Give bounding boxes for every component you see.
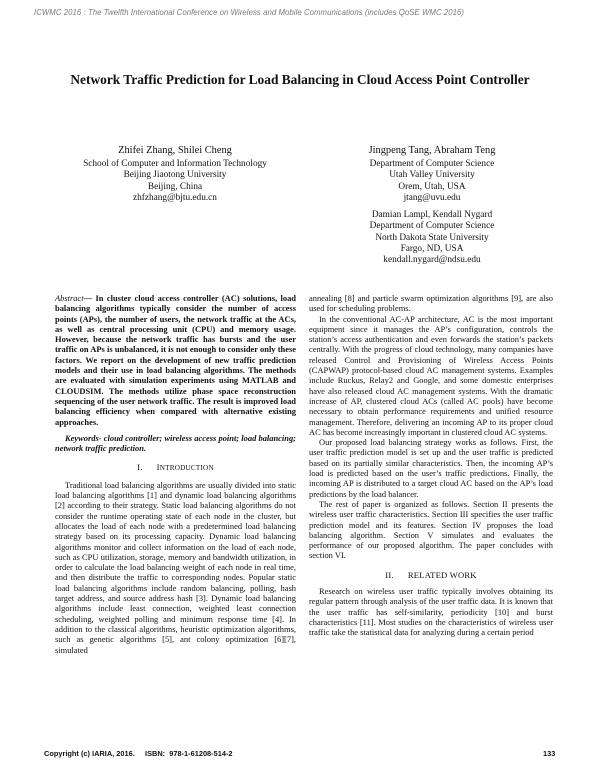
author-university: North Dakota State University	[375, 232, 489, 243]
footer-copyright: Copyright (c) IARIA, 2016. ISBN: 978-1-61208-514-2	[44, 749, 233, 758]
author-university: Utah Valley University	[389, 170, 475, 181]
author-email: zhfzhang@bjtu.edu.cn	[133, 192, 217, 203]
related-work-paragraph-1: Research on wireless user traffic typically involves obtaining its regular pattern through analysis of the user traffic data. It is known that the user traffic has self-similarity, periodicity [10] and burst characteristics [11]. Most studies on the characteristics of wireless user traffic take the statistical data for analyzing during a certain period	[309, 586, 553, 638]
keywords-body: cloud controller; wireless access point; load balancing; network traffic prediction.	[55, 432, 296, 454]
section-heading-introduction	[55, 462, 296, 473]
intro-paragraph-3: Our proposed load balancing strategy works as follows. First, the user traffic prediction model is set up and the user traffic is predicted based on its partially similar characteristics. Then, the incoming AP’s load is predicted based on the user’s traffic predictions. Finally, the incoming AP is distributed to a target cloud AC based on the AP’s load predictions by the load balancer.	[309, 437, 553, 499]
intro-paragraph-1: Traditional load balancing algorithms are usually divided into static load balancing algorithms [1] and dynamic load balancing algorithms [2] according to their strategy. Static load balancing algorithms do not consider the runtime operating state of each node in the cluster, but allocates the load of each node with a predetermined load balancing strategy based on its processing capacity. Dynamic load balancing algorithms monitor and collect information on the load of each node, such as CPU utilization, storage, memory and bandwidth utilization, in order to calculate the load balancing weight of each node in real time, and then distribute the traffic to corresponding nodes. Popular static load balancing algorithms include random balancing, polling, hash target address, and source address hash [3]. Dynamic load balancing algorithms include least connection, weighted least connection scheduling, weighted polling and minimum response time [4]. In addition to the classical algorithms, heuristic optimization algorithms, such as genetic algorithms [5], ant colony optimization [6][7], simulated	[55, 479, 296, 655]
author-block-bjtu	[55, 144, 295, 204]
keywords-lead: Keywords-	[65, 432, 102, 443]
running-header: ICWMC 2016 : The Twelfth International Conference on Wireless and Mobile Communications (includes QoSE WMC 2016)	[34, 8, 465, 17]
abstract-body: — In cluster cloud access controller (AC) solutions, load balancing algorithms typically consider the number of access points (APs), the number of users, the network traffic at the ACs, as well as central processing unit (CPU) and memory usage. However, because the network traffic has bursts and the user traffic on APs is unbalanced, it is not enough to consider only these factors. We report on the development of new traffic prediction models and their use in load balancing algorithms. The methods are evaluated with simulation experiments using MATLAB and CLOUDSIM. The methods utilize phase space reconstruction sequencing of the user network traffic. The result is improved load balancing efficiency when compared with alternative existing approaches.	[55, 293, 296, 427]
author-affiliation: Department of Computer Science	[369, 159, 495, 169]
author-names: Zhifei Zhang, Shilei Cheng	[118, 145, 232, 156]
author-affiliation: Department of Computer Science	[369, 221, 495, 232]
section-title-rest: NTRODUCTION	[159, 464, 214, 473]
author-location: Orem, Utah, USA	[398, 181, 466, 192]
author-university: Beijing Jiaotong University	[123, 170, 227, 181]
section-first-letter: I	[156, 462, 160, 473]
section-heading-related-work: II. RELATED WORK	[385, 569, 477, 580]
intro-paragraph-1-continued: annealing [8] and particle swarm optimization algorithms [9], are also used for scheduling problems.	[309, 293, 553, 314]
abstract-lead: Abstract	[55, 293, 84, 303]
left-column	[55, 293, 296, 655]
author-block-uvu	[312, 144, 552, 204]
author-email: jtang@uvu.edu	[403, 192, 461, 203]
author-names: Damian Lampl, Kendall Nygard	[371, 210, 493, 220]
intro-paragraph-2: In the conventional AC-AP architecture, AC is the most important equipment since it manages the AP’s configuration, controls the station’s access authentication and even forwards the station’s packets centrally. With the progress of cloud technology, many companies have released Control and Provisioning of Wireless Access Points (CAPWAP) protocol-based cloud AC management systems. Examples include Ruckus, Relay2 and Google, and some domestic enterprises have also released cloud AC management systems. With the dramatic increase of AP, clustered cloud ACs (called AC pools) have become necessary to obtain performance requirements and unified resource management. Therefore, delivering an incoming AP to its proper cloud AC has become increasingly important in clustered cloud AC systems.	[309, 313, 553, 437]
paper-title: Network Traffic Prediction for Load Balancing in Cloud Access Point Controller	[70, 72, 530, 87]
abstract	[55, 293, 296, 427]
author-names: Jingpeng Tang, Abraham Teng	[368, 145, 496, 156]
keywords	[55, 433, 296, 454]
section-numeral: I.	[137, 462, 143, 473]
right-column	[309, 293, 553, 638]
author-location: Fargo, ND, USA	[400, 243, 464, 254]
author-email: kendall.nygard@ndsu.edu	[383, 255, 481, 266]
author-block-ndsu	[312, 210, 552, 266]
author-affiliation: School of Computer and Information Technology	[83, 159, 267, 169]
footer-page-number: 133	[543, 749, 556, 758]
author-location: Beijing, China	[147, 181, 203, 192]
intro-paragraph-4: The rest of paper is organized as follows. Section II presents the wireless user traffic characteristics. Section III specifies the user traffic prediction model and its features. Section IV proposes the load balancing algorithm. Section V simulates and evaluates the performance of our proposed algorithm. The paper concludes with section VI.	[309, 498, 553, 561]
